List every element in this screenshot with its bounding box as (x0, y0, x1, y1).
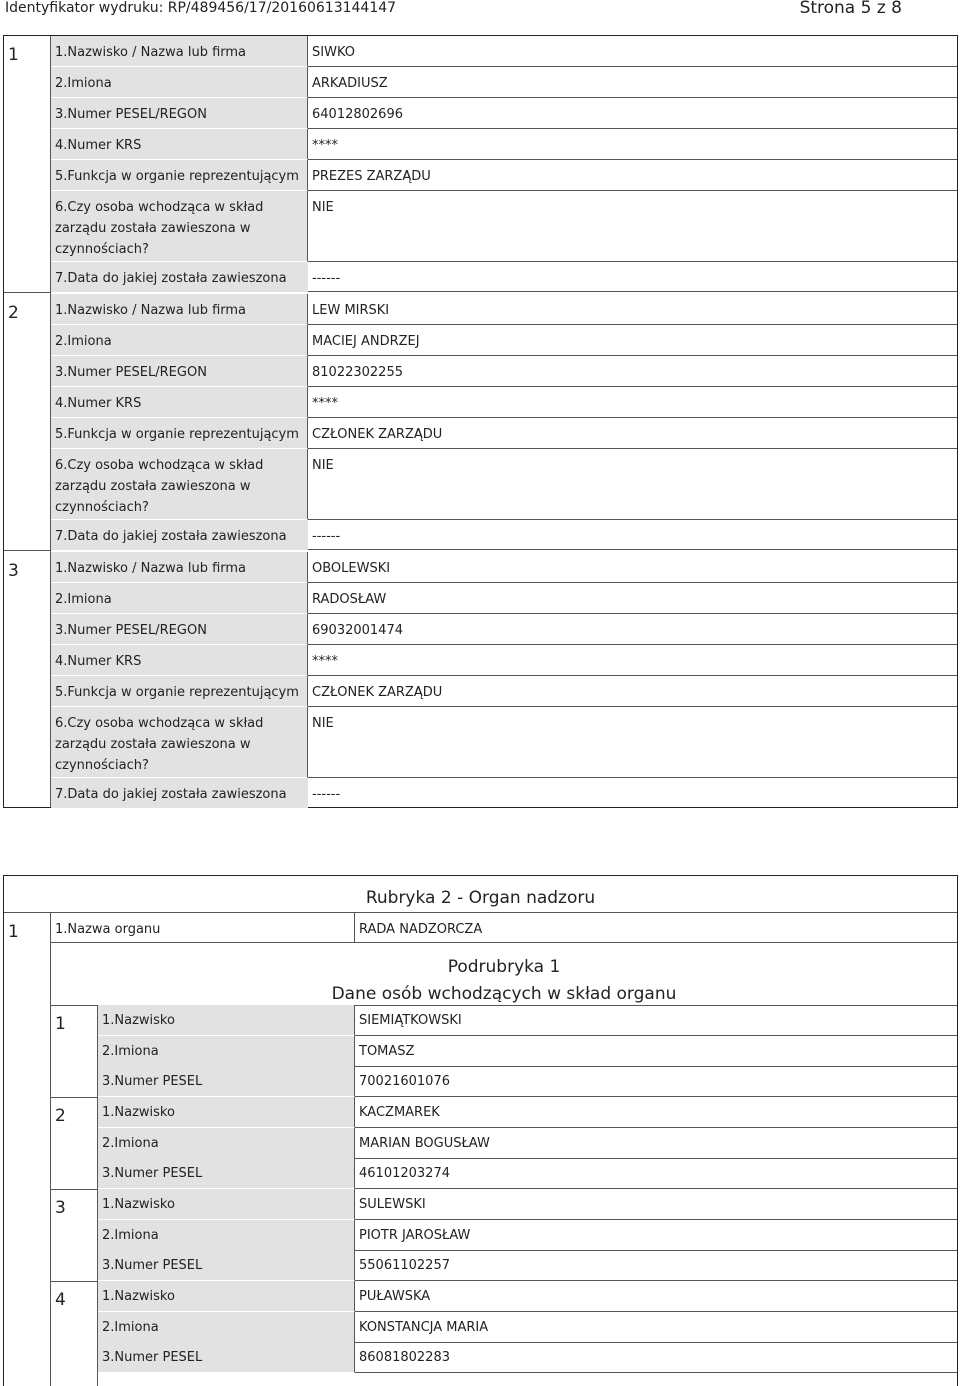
member-value-surname: SULEWSKI (355, 1189, 957, 1220)
value-suspended: NIE (308, 707, 957, 778)
label-function: 5.Funkcja w organie reprezentującym (51, 418, 308, 449)
member-label-surname: 1.Nazwisko (98, 1281, 355, 1312)
value-function: CZŁONEK ZARZĄDU (308, 418, 957, 449)
member-value-pesel: 55061102257 (355, 1250, 957, 1281)
label-names: 2.Imiona (51, 325, 308, 356)
label-krs: 4.Numer KRS (51, 129, 308, 160)
member-value-surname: PUŁAWSKA (355, 1281, 957, 1312)
value-suspended-date: ------ (312, 787, 341, 802)
value-pesel: 81022302255 (308, 356, 957, 387)
row-divider (51, 1189, 98, 1190)
value-suspended: NIE (308, 449, 957, 520)
row-divider (4, 292, 51, 293)
value-names: MACIEJ ANDRZEJ (308, 325, 957, 356)
organ-name-label: 1.Nazwa organu (51, 913, 355, 943)
organ-number: 1 (8, 922, 19, 942)
page-number: Strona 5 z 8 (799, 0, 902, 18)
label-surname: 1.Nazwisko / Nazwa lub firma (51, 36, 308, 67)
label-surname: 1.Nazwisko / Nazwa lub firma (51, 294, 308, 325)
member-number: 4 (55, 1290, 66, 1310)
member-label-names: 2.Imiona (98, 1220, 355, 1251)
member-label-pesel: 3.Numer PESEL (98, 1066, 355, 1097)
member-label-pesel: 3.Numer PESEL (98, 1158, 355, 1189)
section-title: Rubryka 2 - Organ nadzoru (365, 888, 596, 908)
member-value-surname: KACZMAREK (355, 1097, 957, 1128)
label-krs: 4.Numer KRS (51, 387, 308, 418)
label-pesel: 3.Numer PESEL/REGON (51, 356, 308, 387)
label-function: 5.Funkcja w organie reprezentującym (51, 676, 308, 707)
value-suspended: NIE (308, 191, 957, 262)
member-label-names: 2.Imiona (98, 1128, 355, 1159)
member-number: 2 (55, 1106, 66, 1126)
member-number: 3 (55, 1198, 66, 1218)
member-value-pesel: 70021601076 (355, 1066, 957, 1097)
value-krs: **** (308, 387, 957, 418)
member-value-names: KONSTANCJA MARIA (355, 1312, 957, 1343)
label-suspended-date: 7.Data do jakiej została zawieszona (51, 520, 308, 550)
value-function: PREZES ZARZĄDU (308, 160, 957, 191)
value-surname: OBOLEWSKI (308, 552, 957, 583)
supervisory-board-section (3, 875, 958, 1386)
board-members-table (3, 35, 958, 808)
member-label-names: 2.Imiona (98, 1312, 355, 1343)
value-surname: LEW MIRSKI (308, 294, 957, 325)
value-krs: **** (308, 129, 957, 160)
label-function: 5.Funkcja w organie reprezentującym (51, 160, 308, 191)
member-label-pesel: 3.Numer PESEL (98, 1342, 355, 1373)
value-suspended-date: ------ (308, 262, 957, 292)
member-value-pesel: 46101203274 (355, 1158, 957, 1189)
value-krs: **** (308, 645, 957, 676)
member-label-surname: 1.Nazwisko (98, 1005, 355, 1036)
label-names: 2.Imiona (51, 583, 308, 614)
value-suspended-date: ------ (308, 520, 957, 550)
label-suspended-date: 7.Data do jakiej została zawieszona (51, 778, 308, 808)
person-number: 2 (8, 303, 19, 323)
organ-name-value: RADA NADZORCZA (355, 913, 957, 943)
label-suspended-date: 7.Data do jakiej została zawieszona (51, 262, 308, 292)
label-pesel: 3.Numer PESEL/REGON (51, 98, 308, 129)
member-value-names: MARIAN BOGUSŁAW (355, 1128, 957, 1159)
label-suspended: 6.Czy osoba wchodząca w skład zarządu została zawieszona w czynnościach? (51, 707, 308, 778)
value-names: ARKADIUSZ (308, 67, 957, 98)
value-function: CZŁONEK ZARZĄDU (308, 676, 957, 707)
member-value-names: PIOTR JAROSŁAW (355, 1220, 957, 1251)
member-value-surname: SIEMIĄTKOWSKI (355, 1005, 957, 1036)
value-surname: SIWKO (308, 36, 957, 67)
member-label-pesel: 3.Numer PESEL (98, 1250, 355, 1281)
label-krs: 4.Numer KRS (51, 645, 308, 676)
member-label-surname: 1.Nazwisko (98, 1189, 355, 1220)
member-number: 1 (55, 1014, 66, 1034)
value-pesel: 64012802696 (308, 98, 957, 129)
row-divider (51, 1097, 98, 1098)
label-surname: 1.Nazwisko / Nazwa lub firma (51, 552, 308, 583)
member-value-names: TOMASZ (355, 1036, 957, 1067)
subsection-title: Podrubryka 1 (447, 957, 561, 977)
subsection-subtitle: Dane osób wchodzących w skład organu (331, 984, 677, 1004)
person-number: 1 (8, 45, 19, 65)
subsection-box (51, 943, 957, 1386)
value-pesel: 69032001474 (308, 614, 957, 645)
label-pesel: 3.Numer PESEL/REGON (51, 614, 308, 645)
print-header (0, 0, 960, 20)
row-divider (51, 1281, 98, 1282)
row-divider (4, 550, 51, 551)
value-names: RADOSŁAW (308, 583, 957, 614)
label-suspended: 6.Czy osoba wchodząca w skład zarządu została zawieszona w czynnościach? (51, 191, 308, 262)
print-identifier: Identyfikator wydruku: RP/489456/17/20160613144147 (5, 0, 397, 16)
label-suspended: 6.Czy osoba wchodząca w skład zarządu została zawieszona w czynnościach? (51, 449, 308, 520)
label-names: 2.Imiona (51, 67, 308, 98)
member-label-names: 2.Imiona (98, 1036, 355, 1067)
member-label-surname: 1.Nazwisko (98, 1097, 355, 1128)
member-value-pesel: 86081802283 (355, 1342, 957, 1373)
person-number: 3 (8, 561, 19, 581)
